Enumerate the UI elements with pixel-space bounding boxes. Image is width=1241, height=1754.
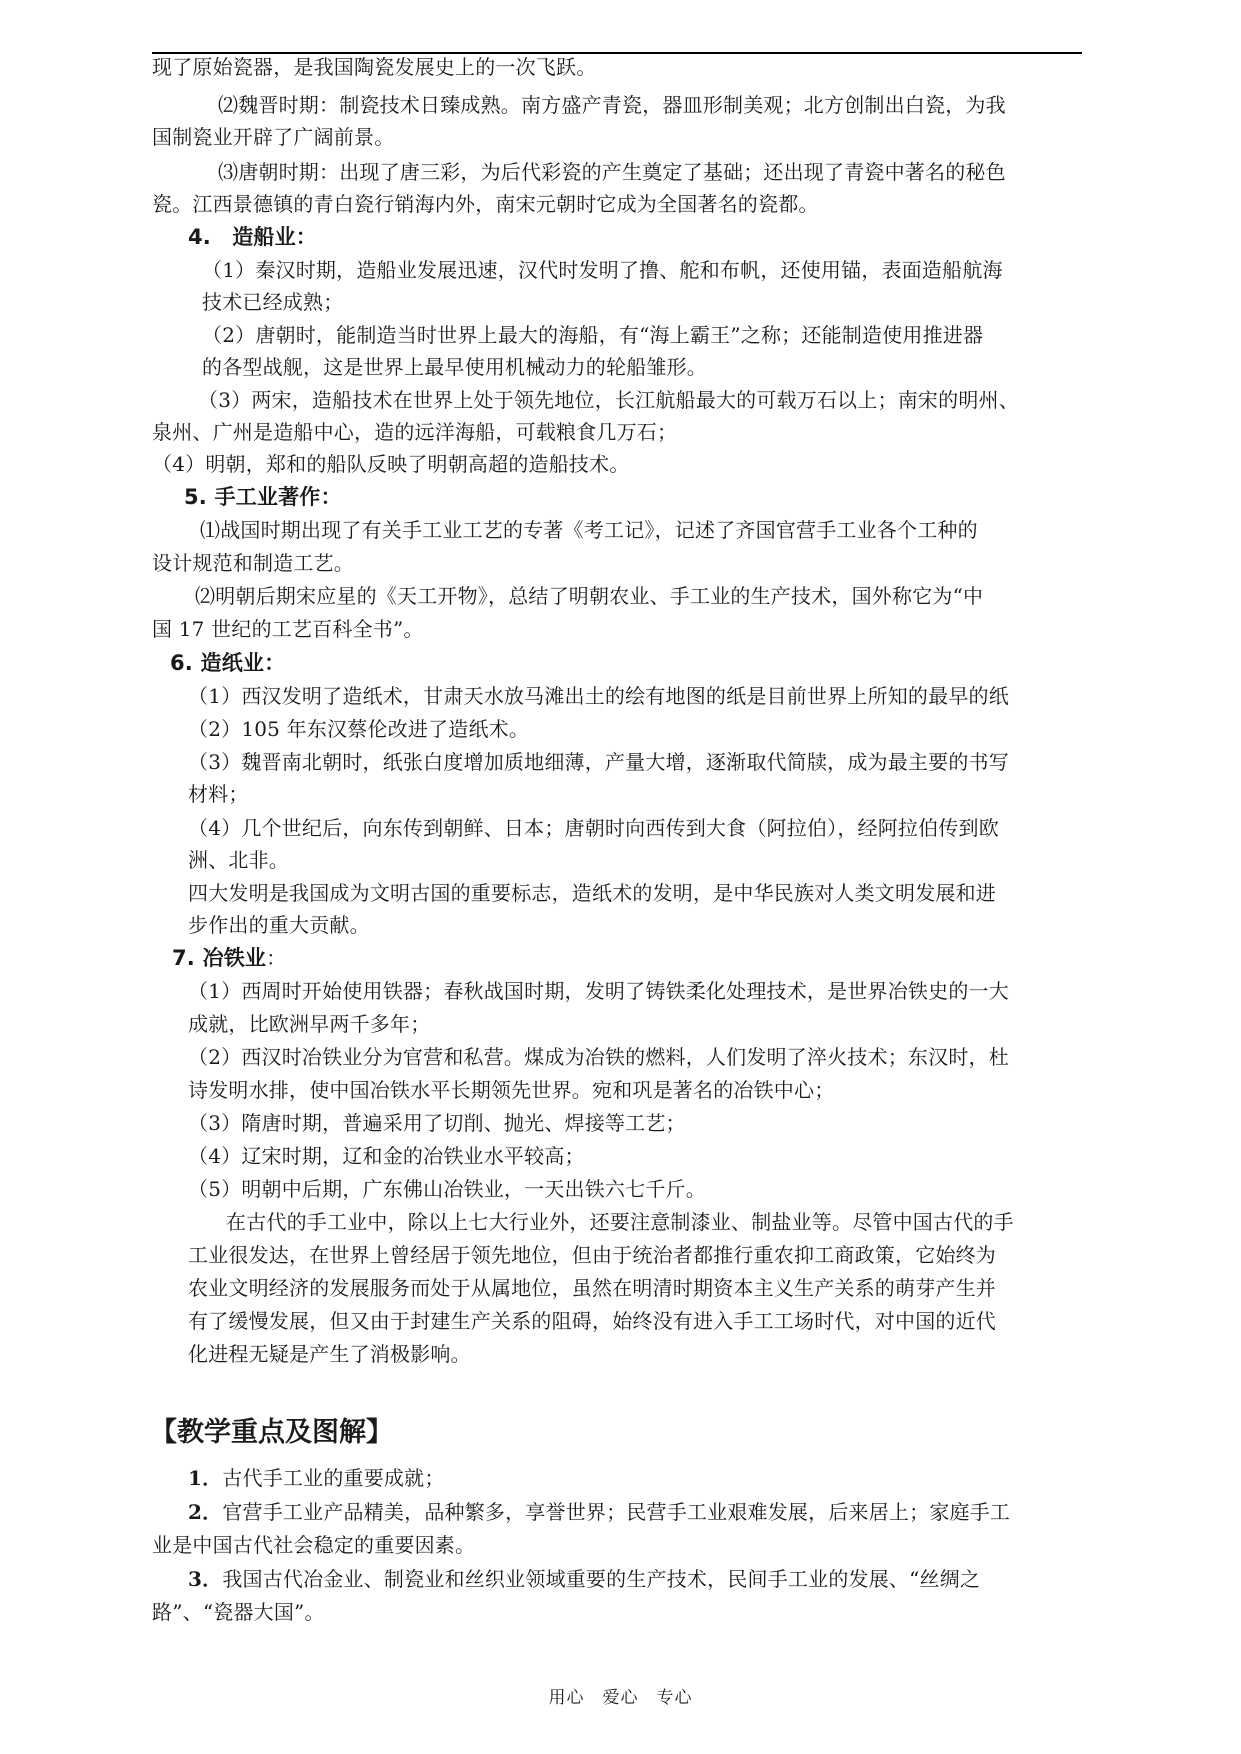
paper-conclusion-cont: 步作出的重大贡献。 (188, 913, 370, 937)
works-item-1-cont: 设计规范和制造工艺。 (152, 551, 354, 575)
paper-item-4-cont: 洲、北非。 (188, 848, 289, 872)
shipbuilding-item-2-cont: 的各型战舰，这是世界上最早使用机械动力的轮船雏形。 (202, 355, 707, 379)
key-point-3-text: 我国古代冶金业、制瓷业和丝织业领域重要的生产技术，民间手工业的发展、“丝绸之 (222, 1567, 981, 1591)
iron-heading (172, 943, 286, 973)
key-point-3-number: 3． (188, 1567, 223, 1591)
summary-line-4: 有了缓慢发展，但又由于封建生产关系的阻碍，始终没有进入手工工场时代，对中国的近代 (188, 1309, 996, 1333)
ceramics-item-3: ⑶唐朝时期：出现了唐三彩，为后代彩瓷的产生奠定了基础；还出现了青瓷中著名的秘色 (218, 160, 1006, 184)
key-point-2-text: 官营手工业产品精美，品种繁多，享誉世界；民营手工业艰难发展，后来居上；家庭手工 (222, 1500, 1011, 1524)
shipbuilding-item-3-cont: 泉州、广州是造船中心，造的远洋海船，可载粮食几万石； (152, 420, 678, 444)
ceramics-item-2: ⑵魏晋时期：制瓷技术日臻成熟。南方盛产青瓷，器皿形制美观；北方创制出白瓷，为我 (218, 93, 1006, 117)
key-points-heading: 【教学重点及图解】 (150, 1417, 393, 1448)
works-item-2-cont: 国 17 世纪的工艺百科全书”。 (152, 617, 424, 641)
key-point-1-text: 古代手工业的重要成就； (222, 1466, 445, 1490)
iron-item-2-cont: 诗发明水排，使中国冶铁水平长期领先世界。宛和巩是著名的冶铁中心； (188, 1078, 835, 1102)
key-point-3 (188, 1564, 980, 1594)
iron-heading-colon: ： (266, 946, 287, 970)
key-point-1-number: 1． (188, 1466, 223, 1490)
key-point-2-cont: 业是中国古代社会稳定的重要因素。 (152, 1533, 476, 1557)
works-item-1: ⑴战国时期出现了有关手工业工艺的专著《考工记》，记述了齐国官营手工业各个工种的 (200, 518, 978, 542)
shipbuilding-item-2: （2）唐朝时，能制造当时世界上最大的海船，有“海上霸王”之称；还能制造使用推进器 (202, 323, 984, 347)
iron-item-1: （1）西周时开始使用铁器；春秋战国时期，发明了铸铁柔化处理技术，是世界冶铁史的一大 (188, 979, 1009, 1003)
shipbuilding-item-1-cont: 技术已经成熟； (202, 290, 344, 314)
shipbuilding-item-4: （4）明朝，郑和的船队反映了明朝高超的造船技术。 (152, 452, 630, 476)
iron-item-1-cont: 成就，比欧洲早两千多年； (188, 1012, 431, 1036)
key-point-2 (188, 1497, 1010, 1527)
summary-line-2: 工业很发达，在世界上曾经居于领先地位，但由于统治者都推行重农抑工商政策，它始终为 (188, 1243, 996, 1267)
paper-item-3-cont: 材料； (188, 782, 249, 806)
summary-line-5: 化进程无疑是产生了消极影响。 (188, 1342, 471, 1366)
paper-item-2: （2）105 年东汉蔡伦改进了造纸术。 (188, 717, 530, 741)
iron-item-5: （5）明朝中后期，广东佛山冶铁业，一天出铁六七千斤。 (188, 1177, 706, 1201)
shipbuilding-item-3: （3）两宋，造船技术在世界上处于领先地位，长江航船最大的可载万石以上；南宋的明州、 (198, 388, 1019, 412)
page-footer: 用心 爱心 专心 (548, 1688, 693, 1708)
works-item-2: ⑵明朝后期宋应星的《天工开物》，总结了明朝农业、手工业的生产技术，国外称它为“中 (195, 584, 984, 608)
summary-line-3: 农业文明经济的发展服务而处于从属地位，虽然在明清时期资本主义生产关系的萌芽产生并 (188, 1276, 996, 1300)
iron-item-3: （3）隋唐时期，普遍采用了切削、抛光、焊接等工艺； (188, 1111, 686, 1135)
iron-item-4: （4）辽宋时期，辽和金的冶铁业水平较高； (188, 1144, 585, 1168)
paper-item-3: （3）魏晋南北朝时，纸张白度增加质地细薄，产量大增，逐渐取代简牍，成为最主要的书写 (188, 750, 1009, 774)
works-heading: 5. 手工业著作： (184, 485, 342, 509)
shipbuilding-heading: 4. 造船业： (188, 225, 317, 249)
paper-conclusion: 四大发明是我国成为文明古国的重要标志，造纸术的发明，是中华民族对人类文明发展和进 (188, 881, 996, 905)
key-point-2-number: 2． (188, 1500, 223, 1524)
shipbuilding-item-1: （1）秦汉时期，造船业发展迅速，汉代时发明了撸、舵和布帆，还使用锚，表面造船航海 (202, 258, 1003, 282)
key-point-3-cont: 路”、“瓷器大国”。 (152, 1600, 325, 1624)
iron-item-2: （2）西汉时冶铁业分为官营和私营。煤成为冶铁的燃料，人们发明了淬火技术；东汉时，杜 (188, 1045, 1009, 1069)
paper-item-1: （1）西汉发明了造纸术，甘肃天水放马滩出土的绘有地图的纸是目前世界上所知的最早的纸 (188, 684, 1009, 708)
paper-item-4: （4）几个世纪后，向东传到朝鲜、日本；唐朝时向西传到大食（阿拉伯），经阿拉伯传到欧 (188, 816, 999, 840)
ceramics-item-2-cont: 国制瓷业开辟了广阔前景。 (152, 125, 395, 149)
summary-line-1: 在古代的手工业中，除以上七大行业外，还要注意制漆业、制盐业等。尽管中国古代的手 (226, 1210, 1014, 1234)
paper-heading: 6. 造纸业： (170, 651, 286, 675)
ceramics-line-1: 现了原始瓷器，是我国陶瓷发展史上的一次飞跃。 (152, 55, 597, 79)
ceramics-item-3-cont: 瓷。江西景德镇的青白瓷行销海内外，南宋元朝时它成为全国著名的瓷都。 (152, 192, 819, 216)
iron-heading-text: 7. 冶铁业 (172, 946, 267, 970)
key-point-1 (188, 1463, 445, 1493)
